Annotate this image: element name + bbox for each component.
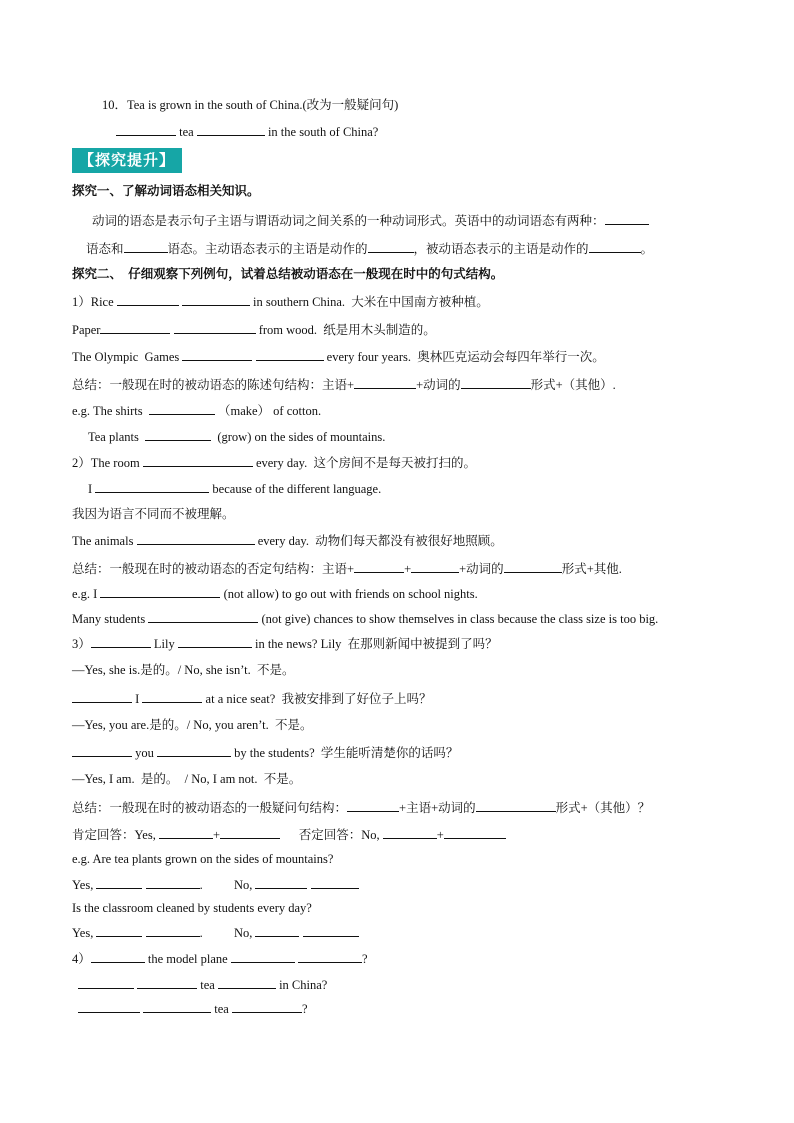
answer-text: in the south of China?	[267, 125, 379, 139]
text: (not allow) to go out with friends on school nights.	[223, 587, 478, 601]
explore-1-para-line1	[92, 212, 649, 229]
text: tea	[200, 978, 215, 992]
blank[interactable]	[218, 976, 276, 989]
text: +	[404, 562, 412, 576]
text: ?	[361, 952, 368, 966]
blank[interactable]	[143, 454, 253, 467]
blank[interactable]	[178, 635, 252, 648]
para-text: ，被动语态表示的主语是动作的	[413, 242, 589, 256]
blank[interactable]	[197, 123, 265, 136]
blank[interactable]	[137, 976, 197, 989]
blank[interactable]	[146, 876, 200, 889]
blank[interactable]	[383, 826, 437, 839]
blank[interactable]	[95, 480, 209, 493]
s1-line2	[72, 321, 436, 338]
blank[interactable]	[444, 826, 506, 839]
blank[interactable]	[298, 950, 362, 963]
text: I	[88, 482, 93, 496]
blank[interactable]	[255, 924, 299, 937]
s3-answer1: —Yes, she is.是的。/ No, she isn’t. 不是。	[72, 663, 295, 677]
s3-answers	[72, 826, 506, 843]
explore-1-title: 探究一、了解动词语态相关知识。	[72, 184, 260, 198]
blank[interactable]	[231, 950, 295, 963]
blank[interactable]	[232, 1000, 302, 1013]
para-text: 。	[640, 242, 654, 256]
s3-example2: Is the classroom cleaned by students every day?	[72, 901, 312, 915]
question-10-text: 10．Tea is grown in the south of China.(改为一般疑问句)	[102, 98, 399, 112]
blank[interactable]	[256, 348, 324, 361]
text: 1）Rice	[72, 295, 114, 309]
blank[interactable]	[461, 376, 531, 389]
explore-2-title: 探究二、 仔细观察下列例句，试着总结被动语态在一般现在时中的句式结构。	[72, 267, 504, 281]
blank[interactable]	[174, 321, 256, 334]
s4-line3	[78, 1000, 308, 1017]
blank[interactable]	[182, 348, 252, 361]
text: Lily	[153, 637, 175, 651]
text: you	[135, 746, 154, 760]
text: No,	[233, 878, 253, 892]
blank[interactable]	[78, 1000, 140, 1013]
text: Yes,	[72, 878, 94, 892]
text: Tea plants	[88, 430, 139, 444]
text: 4）	[72, 952, 91, 966]
s2-example2	[72, 610, 658, 627]
blank[interactable]	[368, 240, 414, 253]
s1-line3	[72, 348, 605, 365]
text: in southern China. 大米在中国南方被种植。	[253, 295, 489, 309]
s3-line2	[72, 690, 432, 707]
question-10	[102, 97, 398, 113]
text: Many students	[72, 612, 146, 626]
s3-line3	[72, 744, 458, 761]
text: in China?	[279, 978, 328, 992]
text: 总结：一般现在时的被动语态的一般疑问句结构：	[72, 801, 348, 815]
blank[interactable]	[589, 240, 641, 253]
blank[interactable]	[124, 240, 168, 253]
blank[interactable]	[91, 635, 151, 648]
blank[interactable]	[354, 560, 404, 573]
text: e.g. The shirts	[72, 404, 143, 418]
s1-example2	[88, 428, 385, 445]
text: in the news? Lily 在那则新闻中被提到了吗？	[254, 637, 498, 651]
text: every day. 这个房间不是每天被打扫的。	[255, 456, 476, 470]
blank[interactable]	[116, 123, 176, 136]
text: (grow) on the sides of mountains.	[217, 430, 386, 444]
text: (not give) chances to show themselves in class because the class size is too big.	[261, 612, 659, 626]
blank[interactable]	[143, 1000, 211, 1013]
text: +主语+动词的	[399, 801, 476, 815]
s3-answer2: —Yes, you are.是的。/ No, you aren’t. 不是。	[72, 718, 313, 732]
text: every day. 动物们每天都没有被很好地照顾。	[257, 534, 503, 548]
blank[interactable]	[354, 376, 416, 389]
text: tea	[214, 1002, 229, 1016]
s2-summary	[72, 560, 622, 577]
text: 总结：一般现在时的被动语态的否定句结构：主语+	[72, 562, 355, 576]
text: 3）	[72, 637, 91, 651]
blank[interactable]	[182, 293, 250, 306]
text: the model plane	[147, 952, 228, 966]
blank[interactable]	[411, 560, 459, 573]
para-text: 动词的语态是表示句子主语与谓语动词之间关系的一种动词形式。英语中的动词语态有两种：	[92, 214, 605, 228]
blank[interactable]	[605, 212, 649, 225]
text: Yes,	[72, 926, 94, 940]
text: 形式+（其他）？	[555, 801, 651, 815]
s2-line1	[72, 454, 476, 471]
s2-example1	[72, 585, 478, 602]
s1-line1	[72, 293, 489, 310]
para-text: 语态。主动语态表示的主语是动作的	[167, 242, 368, 256]
text: 形式+其他.	[561, 562, 622, 576]
blank[interactable]	[78, 976, 134, 989]
text: 否定回答：No,	[298, 828, 380, 842]
s3-example1-answer: Yes, . No,	[72, 876, 359, 893]
text: 总结：一般现在时的被动语态的陈述句结构：主语+	[72, 378, 355, 392]
blank[interactable]	[145, 428, 211, 441]
blank[interactable]	[149, 402, 215, 415]
blank[interactable]	[96, 876, 142, 889]
text: I	[135, 692, 140, 706]
s4-line1	[72, 950, 368, 967]
text: +	[212, 828, 221, 842]
answer-text: tea	[179, 125, 194, 139]
blank[interactable]	[117, 293, 179, 306]
blank[interactable]	[476, 799, 556, 812]
text: +	[436, 828, 444, 842]
blank[interactable]	[91, 950, 145, 963]
text: e.g. I	[72, 587, 98, 601]
text: because of the different language.	[212, 482, 382, 496]
text: The animals	[72, 534, 134, 548]
blank[interactable]	[142, 690, 202, 703]
text: from wood. 纸是用木头制造的。	[258, 323, 436, 337]
blank[interactable]	[303, 924, 359, 937]
blank[interactable]	[72, 744, 132, 757]
blank[interactable]	[504, 560, 562, 573]
text: 2）The room	[72, 456, 140, 470]
s3-line1	[72, 635, 498, 652]
section-title-badge: 【探究提升】	[72, 148, 182, 173]
blank[interactable]	[255, 876, 307, 889]
question-10-answer-line	[116, 123, 378, 140]
blank[interactable]	[100, 585, 220, 598]
blank[interactable]	[96, 924, 142, 937]
text: at a nice seat? 我被安排到了好位子上吗？	[205, 692, 432, 706]
blank[interactable]	[311, 876, 359, 889]
text: Paper	[72, 323, 101, 337]
text: 肯定回答：Yes,	[72, 828, 156, 842]
s1-example1	[72, 402, 321, 419]
text: The Olympic Games	[72, 350, 180, 364]
blank[interactable]	[137, 532, 255, 545]
text: by the students? 学生能听清楚你的话吗？	[234, 746, 459, 760]
s3-answer3: —Yes, I am. 是的。 / No, I am not. 不是。	[72, 772, 302, 786]
s2-line4	[72, 532, 503, 549]
blank[interactable]	[157, 744, 231, 757]
blank[interactable]	[159, 826, 213, 839]
text: No,	[233, 926, 253, 940]
blank[interactable]	[220, 826, 280, 839]
text: ?	[301, 1002, 308, 1016]
blank[interactable]	[100, 321, 170, 334]
text: +动词的	[459, 562, 504, 576]
explore-1-para-line2	[86, 240, 653, 257]
text: （make） of cotton.	[217, 404, 322, 418]
s2-line3: 我因为语言不同而不被理解。	[72, 507, 235, 521]
text: 形式+（其他）.	[530, 378, 616, 392]
para-text: 语态和	[86, 242, 124, 256]
blank[interactable]	[72, 690, 132, 703]
text: +动词的	[416, 378, 461, 392]
blank[interactable]	[347, 799, 399, 812]
blank[interactable]	[148, 610, 258, 623]
s4-line2	[78, 976, 327, 993]
s3-example2-answer: Yes, . No,	[72, 924, 359, 941]
s1-summary	[72, 376, 616, 393]
s3-example1: e.g. Are tea plants grown on the sides of mountains?	[72, 852, 334, 866]
text: every four years. 奥林匹克运动会每四年举行一次。	[326, 350, 605, 364]
s2-line2	[88, 480, 381, 497]
blank[interactable]	[146, 924, 200, 937]
s3-summary	[72, 799, 650, 816]
